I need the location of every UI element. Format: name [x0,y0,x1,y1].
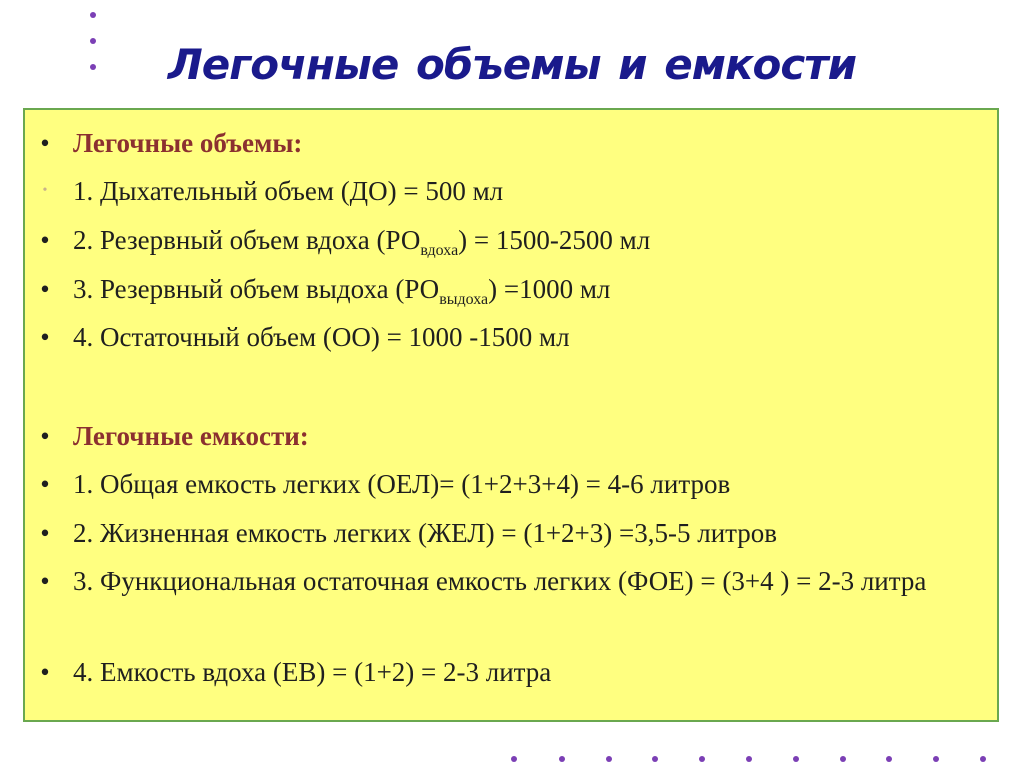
decor-dot [840,756,846,762]
decor-dot [559,756,565,762]
bullet: • [40,657,50,687]
volume-item-text: 1. Дыхательный объем (ДО) = 500 мл [73,176,504,206]
capacity-item-text: 2. Жизненная емкость легких (ЖЕЛ) = (1+2+3) =3,5-5 литров [73,518,778,548]
capacity-item-text: 1. Общая емкость легких (ОЕЛ)= (1+2+3+4) = 4-6 литров [73,469,731,499]
bullet: • [40,128,50,158]
bullet: • [40,469,50,499]
bullet: • [40,518,50,548]
bullet: • [40,566,50,596]
subscript: вдоха [420,242,459,259]
bullet: • [40,274,50,304]
decor-dot [652,756,658,762]
decor-dot [933,756,939,762]
decor-dot [793,756,799,762]
slide-title: Легочные объемы и емкости [167,40,857,89]
bullet: • [40,225,50,255]
bullet: • [40,421,50,451]
decor-dot [511,756,517,762]
decor-dot [606,756,612,762]
decor-dot [699,756,705,762]
decor-dot [90,12,96,18]
decor-dot [746,756,752,762]
bullet: • [40,322,50,352]
volume-item-text: 4. Остаточный объем (ОО) = 1000 -1500 мл [73,322,570,352]
capacities-heading: Легочные емкости: [73,421,309,451]
subscript: выдоха [439,291,489,308]
capacity-item-text: 4. Емкость вдоха (ЕВ) = (1+2) = 2-3 литра [73,657,552,687]
bullet: • [42,183,48,198]
volume-item-text: 3. Резервный объем выдоха $(РО_{выдоха}) =1000$ мл [73,274,611,308]
content-panel [23,108,999,722]
volume-item-text: 2. Резервный объем вдоха $(РО_{вдоха}) = 1500-2500$ мл [73,225,651,259]
capacity-item-text: 3. Функциональная остаточная емкость легких (ФОЕ) = (3+4 ) = 2-3 литра [73,566,927,596]
decor-dot [980,756,986,762]
volumes-heading: Легочные объемы: [73,128,303,158]
decor-dot [886,756,892,762]
